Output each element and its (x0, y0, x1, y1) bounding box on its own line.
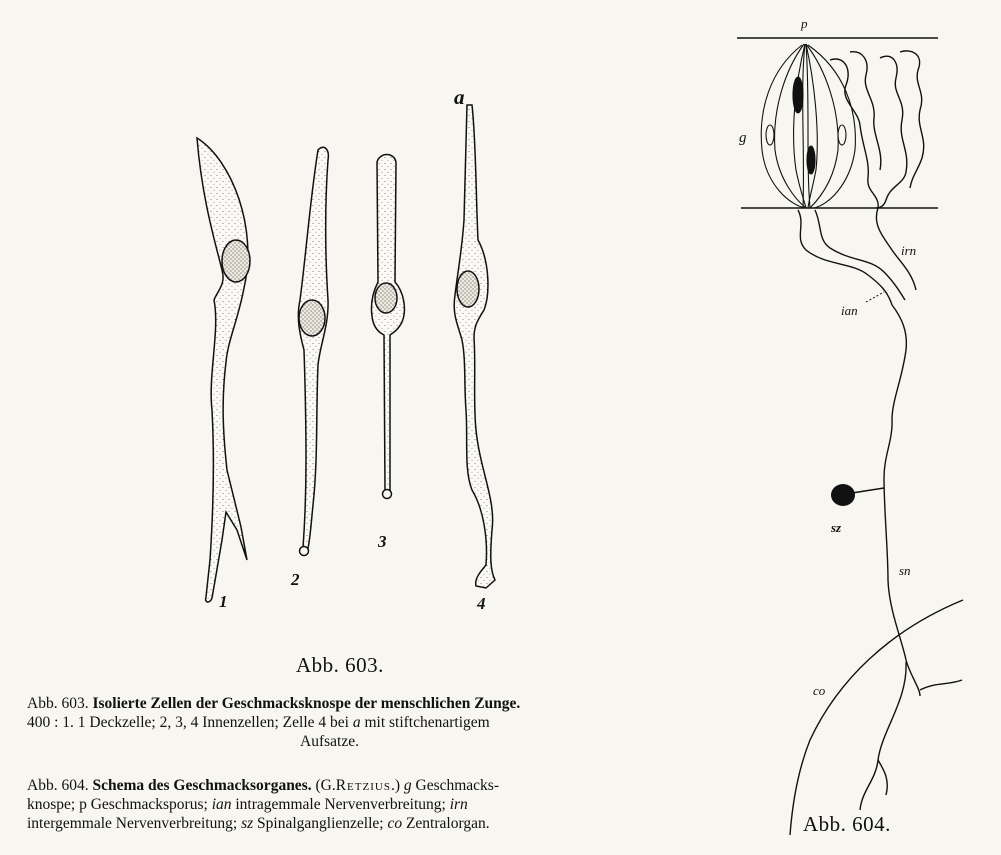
caption-603-prefix: Abb. 603. (27, 695, 89, 712)
caption-603-title: Isolierte Zellen der Geschmacksknospe der menschlichen Zunge. (92, 695, 521, 712)
caption-604-g-text: Geschmacks- (415, 777, 499, 794)
caption-604-ian: ian (211, 796, 232, 813)
caption-604-author: Retzius (335, 777, 391, 794)
caption-604-line2b: intragemmale Nervenverbreitung; (235, 796, 446, 813)
caption-603-line2: 400 : 1. 1 Deckzelle; 2, 3, 4 Innenzellen; Zelle 4 bei (27, 714, 349, 731)
caption-604-paren-open: (G. (315, 777, 336, 794)
caption-603-line3: Aufsatze. (300, 733, 359, 750)
caption-604-line2a: knospe; p Geschmacksporus; (27, 796, 208, 813)
cell-label-2: 2 (291, 570, 300, 589)
label-ian: ian (841, 303, 858, 318)
caption-604 (27, 776, 677, 833)
label-sz: sz (831, 520, 842, 535)
caption-603 (27, 694, 667, 751)
caption-604-g: g (403, 777, 412, 794)
label-g: g (739, 130, 747, 146)
label-sn: sn (899, 563, 911, 578)
figure-603-title: Abb. 603. (296, 653, 384, 677)
caption-604-line3a: intergemmale Nervenverbreitung; (27, 815, 238, 832)
caption-604-irn: irn (449, 796, 468, 813)
caption-604-sz: sz (241, 815, 254, 832)
cell-label-4: 4 (477, 594, 486, 613)
caption-604-prefix: Abb. 604. (27, 777, 89, 794)
label-p: p (801, 16, 808, 31)
nerve-bundle (790, 208, 963, 835)
caption-603-italic-a: a (352, 714, 361, 731)
caption-604-line3c: Zentralorgan. (405, 815, 490, 832)
cell-label-1: 1 (219, 592, 228, 611)
intergemmal-fibers (830, 51, 924, 208)
figure-604-title: Abb. 604. (803, 812, 891, 836)
label-irn: irn (901, 243, 917, 258)
spinal-ganglion-cell (831, 484, 855, 506)
caption-604-title: Schema des Geschmacksorganes. (92, 777, 312, 794)
caption-604-line3b: Spinalganglienzelle; (257, 815, 384, 832)
label-co: co (813, 683, 826, 698)
caption-604-co: co (387, 815, 403, 832)
ian-pointer (866, 292, 884, 302)
taste-bud (761, 44, 855, 208)
caption-604-paren-close: .) (390, 777, 400, 794)
caption-603-line2-end: mit stiftchenartigem (364, 714, 490, 731)
tip-label-a: a (454, 85, 465, 109)
cell-label-3: 3 (378, 532, 387, 551)
